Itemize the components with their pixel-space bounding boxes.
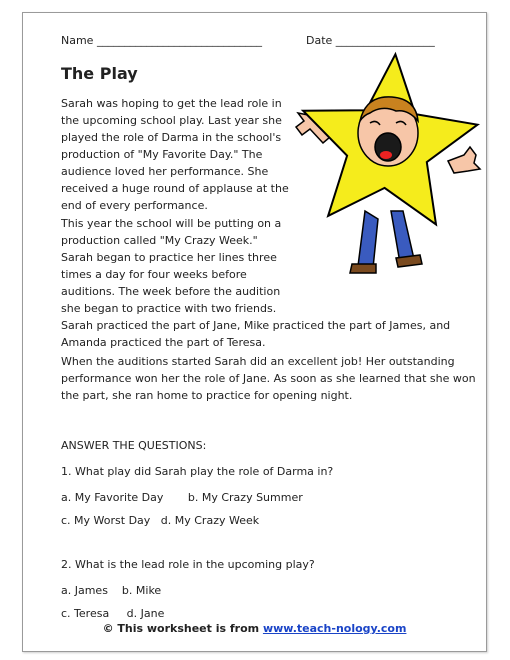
story-line: This year the school will be putting on a [61,217,282,230]
worksheet-page [22,12,487,652]
story-line: When the auditions started Sarah did an excellent job! Her outstanding [61,355,455,368]
story-line: played the role of Darma in the school's [61,131,282,144]
page-title: The Play [61,64,138,83]
story-line: the upcoming school play. Last year she [61,114,282,127]
right-shoe [396,255,422,267]
story-paragraph-1 [61,95,289,214]
question-1-options-c-d: c. My Worst Day d. My Crazy Week [61,514,260,527]
right-hand [448,147,480,173]
story-line: auditions. The week before the audition [61,285,281,298]
story-line: Amanda practiced the part of Teresa. [61,336,266,349]
question-2-options-c-d: c. Teresa d. Jane [61,607,165,620]
left-shoe [350,264,376,273]
tongue [380,151,392,159]
story-line: she began to practice with two friends. [61,302,277,315]
name-field: Name ______________________________ [61,34,262,47]
story-paragraph-3 [61,353,476,404]
footer-link[interactable]: www.teach-nology.com [262,622,407,635]
question-1-options-a-b: a. My Favorite Day b. My Crazy Summer [61,491,303,504]
footer-credit: © This worksheet is from [102,622,263,635]
story-line: Sarah began to practice her lines three [61,251,277,264]
questions-heading: ANSWER THE QUESTIONS: [61,439,207,452]
right-leg [391,211,414,263]
date-field: Date __________________ [306,34,435,47]
star-costume-illustration [288,51,483,301]
story-line: Sarah practiced the part of Jane, Mike practiced the part of James, and [61,319,451,332]
story-line: production called "My Crazy Week." [61,234,258,247]
question-2-options-a-b: a. James b. Mike [61,584,162,597]
question-1: 1. What play did Sarah play the role of Darma in? [61,465,334,478]
story-line: audience loved her performance. She [61,165,269,178]
left-leg [358,211,378,268]
footer [23,620,486,637]
story-line: times a day for four weeks before [61,268,247,281]
question-2: 2. What is the lead role in the upcoming play? [61,558,315,571]
story-line: production of "My Favorite Day." The [61,148,263,161]
story-line: end of every performance. [61,199,208,212]
story-line: Sarah was hoping to get the lead role in [61,97,282,110]
story-line: the part, she ran home to practice for opening night. [61,389,353,402]
story-line: received a huge round of applause at the [61,182,289,195]
story-line: performance won her the role of Jane. As soon as she learned that she won [61,372,476,385]
